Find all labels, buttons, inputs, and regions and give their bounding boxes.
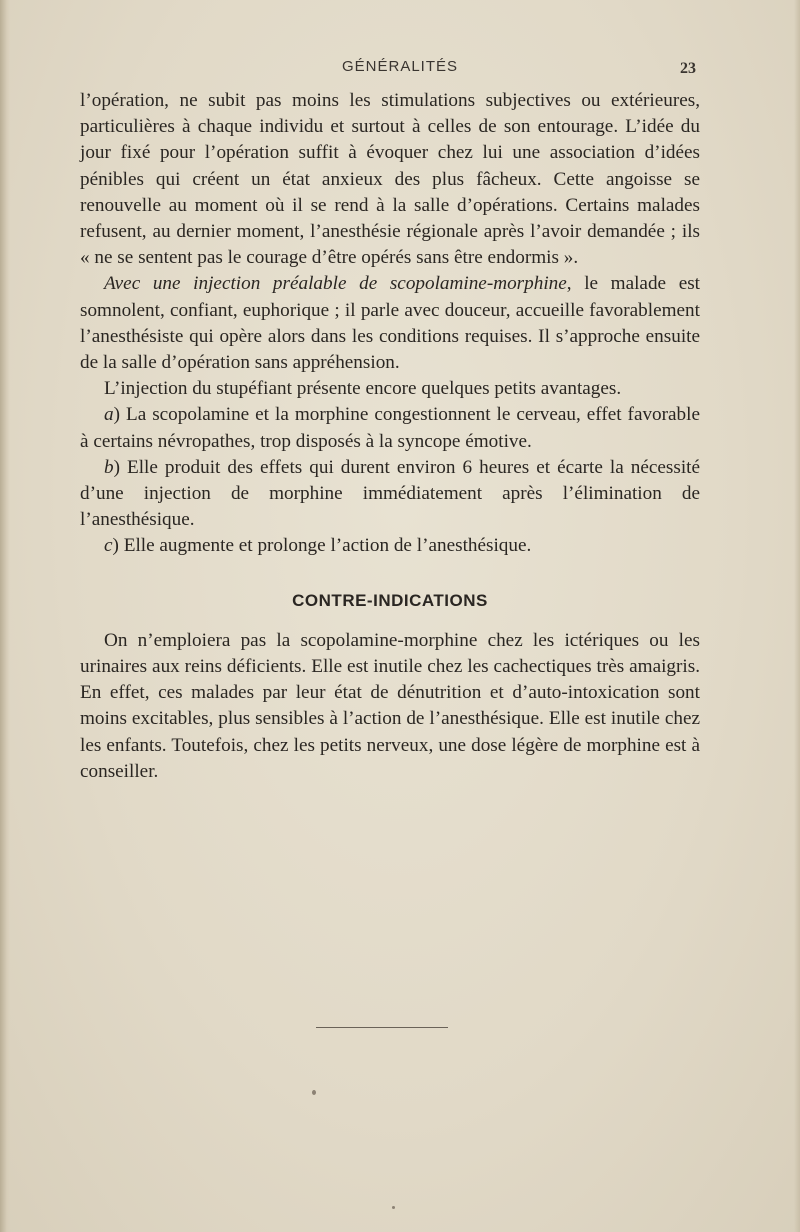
paragraph <box>80 88 700 271</box>
italic-segment: c <box>104 535 113 557</box>
paragraph <box>80 376 700 402</box>
text-segment: , le malade est somnolent, confiant, euphorique ; il parle avec douceur, accueille favorablement l’anesthésiste qui opère alors dans les conditions requises. Il s’approche ensuite de la salle d’opération sans appréhension. <box>80 273 701 374</box>
italic-segment: a <box>104 404 114 426</box>
paragraph-group <box>80 88 700 560</box>
end-rule <box>316 1027 448 1028</box>
text-segment: On n’emploiera pas la scopolamine-morphine chez les ictériques ou les urinaires aux reins déficients. Elle est inutile chez les cachectiques très amaigris. En effet, ces malades par leur état de dénutrition et d’auto-intoxication sont moins excitables, plus sensibles à l’action de l’anesthésique. Elle est inutile chez les enfants. Toutefois, chez les petits nerveux, une dose légère de morphine est à conseiller. <box>80 629 700 782</box>
page-binding-edge <box>0 0 10 1232</box>
running-head <box>0 58 800 82</box>
paragraph <box>80 628 700 785</box>
section-heading: CONTRE-INDICATIONS <box>292 590 488 610</box>
text-segment: ) La scopolamine et la morphine congestionnent le cerveau, effet favorable à certains névropathes, trop disposés à la syncope émotive. <box>80 404 700 452</box>
paragraph <box>80 402 700 454</box>
text-segment: ) Elle produit des effets qui durent environ 6 heures et écarte la nécessité d’une injection de morphine immédiatement après l’élimination de l’anesthésique. <box>80 456 700 531</box>
text-segment: L’injection du stupéfiant présente encore quelques petits avantages. <box>104 378 622 400</box>
running-title: GÉNÉRALITÉS <box>341 58 459 75</box>
page-right-edge <box>794 0 800 1232</box>
paragraph <box>80 271 700 376</box>
section-paragraph-group <box>80 628 700 785</box>
text-segment: ) Elle augmente et prolonge l’action de l’anesthésique. <box>112 535 532 557</box>
paper-speck <box>392 1206 395 1209</box>
italic-segment: Avec une injection préalable de scopolamine-morphine <box>104 273 567 295</box>
body-text <box>80 88 700 785</box>
paper-speck <box>312 1090 316 1095</box>
italic-segment: b <box>104 456 114 478</box>
text-segment: l’opération, ne subit pas moins les stimulations subjectives ou extérieures, particulières à chaque individu et surtout à celles de son entourage. L’idée du jour fixé pour l’opération suffit à évoquer chez lui une association d’idées pénibles qui créent un état anxieux des plus fâcheux. Cette angoisse se renouvelle au moment où il se rend à la salle d’opérations. Certains malades refusent, au dernier moment, l’anesthésie régionale après l’avoir demandée ; ils « ne se sentent pas le courage d’être opérés sans être endormis ». <box>80 90 700 269</box>
paragraph <box>80 455 700 534</box>
paragraph <box>80 533 700 559</box>
page-number: 23 <box>680 60 696 77</box>
